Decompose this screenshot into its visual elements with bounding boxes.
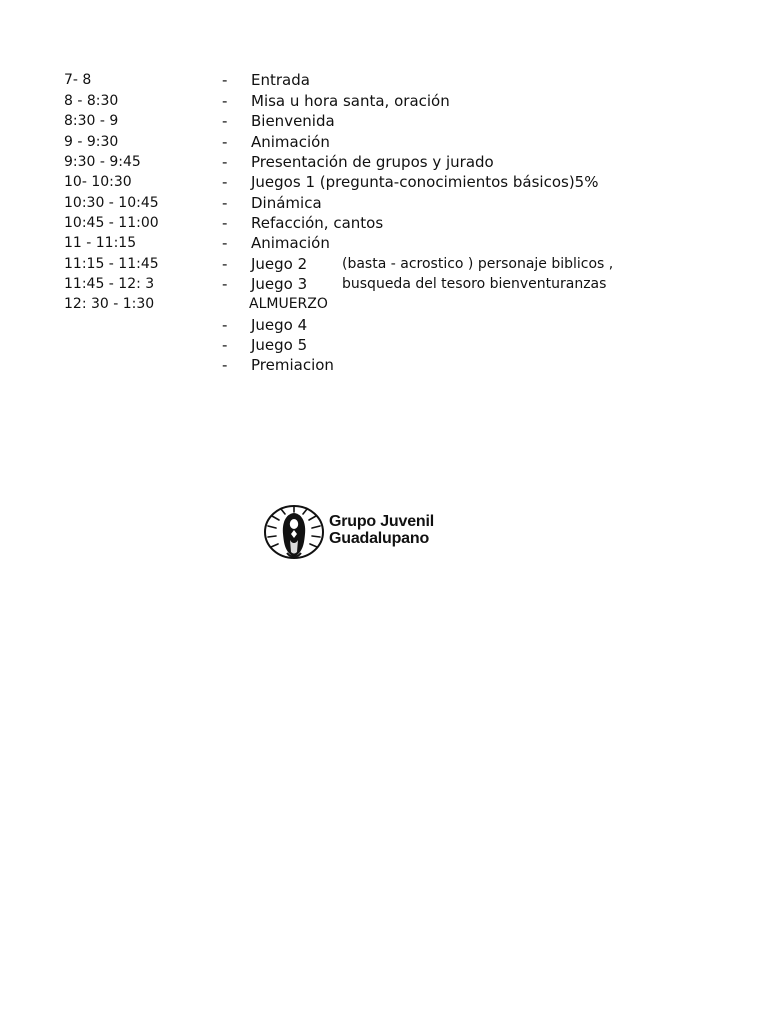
- time-slot: 10:30 - 10:45: [64, 195, 159, 211]
- list-dash: -: [222, 234, 228, 252]
- list-dash: -: [222, 356, 228, 374]
- time-slot: 8:30 - 9: [64, 113, 119, 129]
- time-slot: 10:45 - 11:00: [64, 215, 159, 231]
- list-dash: -: [222, 92, 228, 110]
- list-dash: -: [222, 194, 228, 212]
- time-slot: 8 - 8:30: [64, 93, 119, 109]
- activity-item: Juego 3: [251, 275, 308, 293]
- logo-line-2: Guadalupano: [329, 530, 430, 547]
- list-dash: -: [222, 316, 228, 334]
- list-dash: -: [222, 255, 228, 273]
- activity-item: Juego 5: [251, 336, 308, 354]
- activity-item: Bienvenida: [251, 112, 335, 130]
- juego3-note: busqueda del tesoro bienventuranzas: [342, 276, 607, 292]
- list-dash: -: [222, 173, 228, 191]
- juego2-note: (basta - acrostico ) personaje biblicos ,: [342, 256, 614, 272]
- activity-item: Entrada: [251, 71, 310, 89]
- list-dash: -: [222, 153, 228, 171]
- time-slot: 11 - 11:15: [64, 235, 137, 251]
- activity-item: Juego 2: [251, 255, 308, 273]
- time-slot: 12: 30 - 1:30: [64, 296, 155, 312]
- lunch-label: ALMUERZO: [249, 296, 328, 312]
- list-dash: -: [222, 275, 228, 293]
- time-slot: 9 - 9:30: [64, 134, 119, 150]
- activity-item: Presentación de grupos y jurado: [251, 153, 494, 171]
- time-slot: 7- 8: [64, 72, 92, 88]
- activity-item: Juego 4: [251, 316, 308, 334]
- time-slot: 11:15 - 11:45: [64, 256, 159, 272]
- list-dash: -: [222, 336, 228, 354]
- virgin-of-guadalupe-icon: [263, 504, 325, 560]
- activity-item: Dinámica: [251, 194, 322, 212]
- logo-wordmark: [329, 513, 434, 547]
- activity-item: Misa u hora santa, oración: [251, 92, 450, 110]
- time-slot: 9:30 - 9:45: [64, 154, 141, 170]
- group-logo: [263, 504, 463, 562]
- time-slot: 10- 10:30: [64, 174, 132, 190]
- activity-item: Animación: [251, 234, 330, 252]
- activity-item: Premiacion: [251, 356, 334, 374]
- list-dash: -: [222, 112, 228, 130]
- activity-item: Juegos 1 (pregunta-conocimientos básicos)5%: [251, 173, 599, 191]
- activity-item: Refacción, cantos: [251, 214, 384, 232]
- logo-line-1: Grupo Juvenil: [329, 513, 434, 530]
- list-dash: -: [222, 71, 228, 89]
- list-dash: -: [222, 214, 228, 232]
- time-slot: 11:45 - 12: 3: [64, 276, 155, 292]
- list-dash: -: [222, 133, 228, 151]
- activity-item: Animación: [251, 133, 330, 151]
